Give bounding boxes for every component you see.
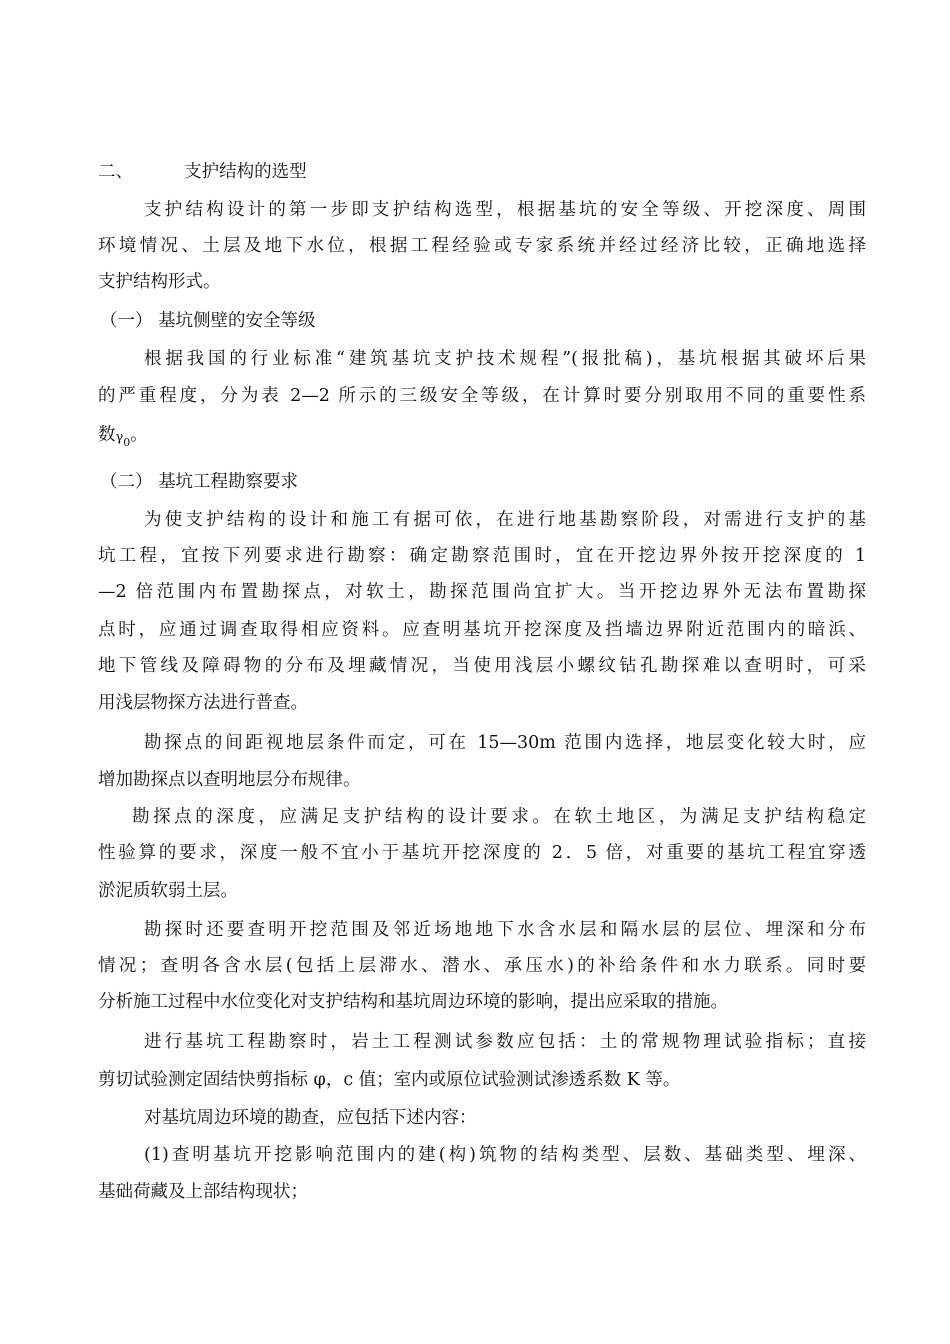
- section-number: 二、: [98, 162, 133, 182]
- paragraph-line: 进行基坑工程勘察时，岩土工程测试参数应包括：土的常规物理试验指标；直接: [144, 1032, 866, 1052]
- gamma-subscript: 0: [123, 436, 131, 449]
- paragraph-line: 支护结构设计的第一步即支护结构选型，根据基坑的安全等级、开挖深度、周围: [144, 200, 866, 220]
- paragraph-line: 淤泥质软弱土层。: [98, 881, 238, 901]
- subsection-heading: （一） 基坑侧壁的安全等级: [100, 311, 316, 331]
- paragraph-line: 性验算的要求，深度一般不宜小于基坑开挖深度的 2．5 倍，对重要的基坑工程宜穿透: [98, 843, 866, 863]
- paragraph-line: —2 倍范围内布置勘探点，对软土，勘探范围尚宜扩大。当开挖边界外无法布置勘探: [98, 582, 866, 602]
- gamma-symbol: γ: [115, 430, 124, 445]
- paragraph-line: 点时，应通过调查取得相应资料。应查明基坑开挖深度及挡墙边界附近范围内的暗浜、: [98, 620, 866, 640]
- paragraph-line: 对基坑周边环境的勘查，应包括下述内容：: [144, 1108, 477, 1128]
- paragraph-line: 勘探时还要查明开挖范围及邻近场地地下水含水层和隔水层的层位、埋深和分布: [144, 920, 866, 940]
- paragraph-line: 情况；查明各含水层(包括上层滞水、潜水、承压水)的补给条件和水力联系。同时要: [98, 956, 866, 976]
- paragraph-line: 剪切试验测定固结快剪指标 φ，c 值；室内或原位试验测试渗透系数 K 等。: [98, 1070, 681, 1090]
- section-title: 支护结构的选型: [184, 162, 307, 182]
- paragraph-line: 的严重程度，分为表 2—2 所示的三级安全等级，在计算时要分别取用不同的重要性系: [98, 386, 866, 406]
- paragraph-line: 支护结构形式。: [98, 272, 221, 292]
- paragraph-line: (1)查明基坑开挖影响范围内的建(构)筑物的结构类型、层数、基础类型、埋深、: [144, 1145, 866, 1165]
- subsection-heading: （二） 基坑工程勘察要求: [100, 472, 299, 492]
- paragraph-line: 地下管线及障碍物的分布及埋藏情况，当使用浅层小螺纹钻孔勘探难以查明时，可采: [98, 656, 866, 676]
- paragraph-line: 基础荷藏及上部结构现状；: [98, 1182, 308, 1202]
- paragraph-line: 勘探点的深度，应满足支护结构的设计要求。在软土地区，为满足支护结构稳定: [132, 807, 866, 827]
- paragraph-line: 根据我国的行业标准“建筑基坑支护技术规程”(报批稿)，基坑根据其破坏后果: [144, 349, 866, 369]
- paragraph-line: 为使支护结构的设计和施工有据可依，在进行地基勘察阶段，对需进行支护的基: [144, 510, 866, 530]
- paragraph-line: 数$\gamma_0$。: [98, 425, 148, 449]
- paragraph-line: 勘探点的间距视地层条件而定，可在 15—30m 范围内选择，地层变化较大时，应: [144, 733, 866, 753]
- section-heading: [98, 160, 307, 184]
- paragraph-line: 环境情况、土层及地下水位，根据工程经验或专家系统并经过经济比较，正确地选择: [98, 236, 866, 256]
- paragraph-line: 坑工程，宜按下列要求进行勘察：确定勘察范围时，宜在开挖边界外按开挖深度的 1: [98, 546, 866, 566]
- paragraph-line: 用浅层物探方法进行普查。: [98, 693, 308, 713]
- paragraph-line: 增加勘探点以查明地层分布规律。: [98, 770, 361, 790]
- paragraph-line: 分析施工过程中水位变化对支护结构和基坑周边环境的影响，提出应采取的措施。: [98, 992, 728, 1012]
